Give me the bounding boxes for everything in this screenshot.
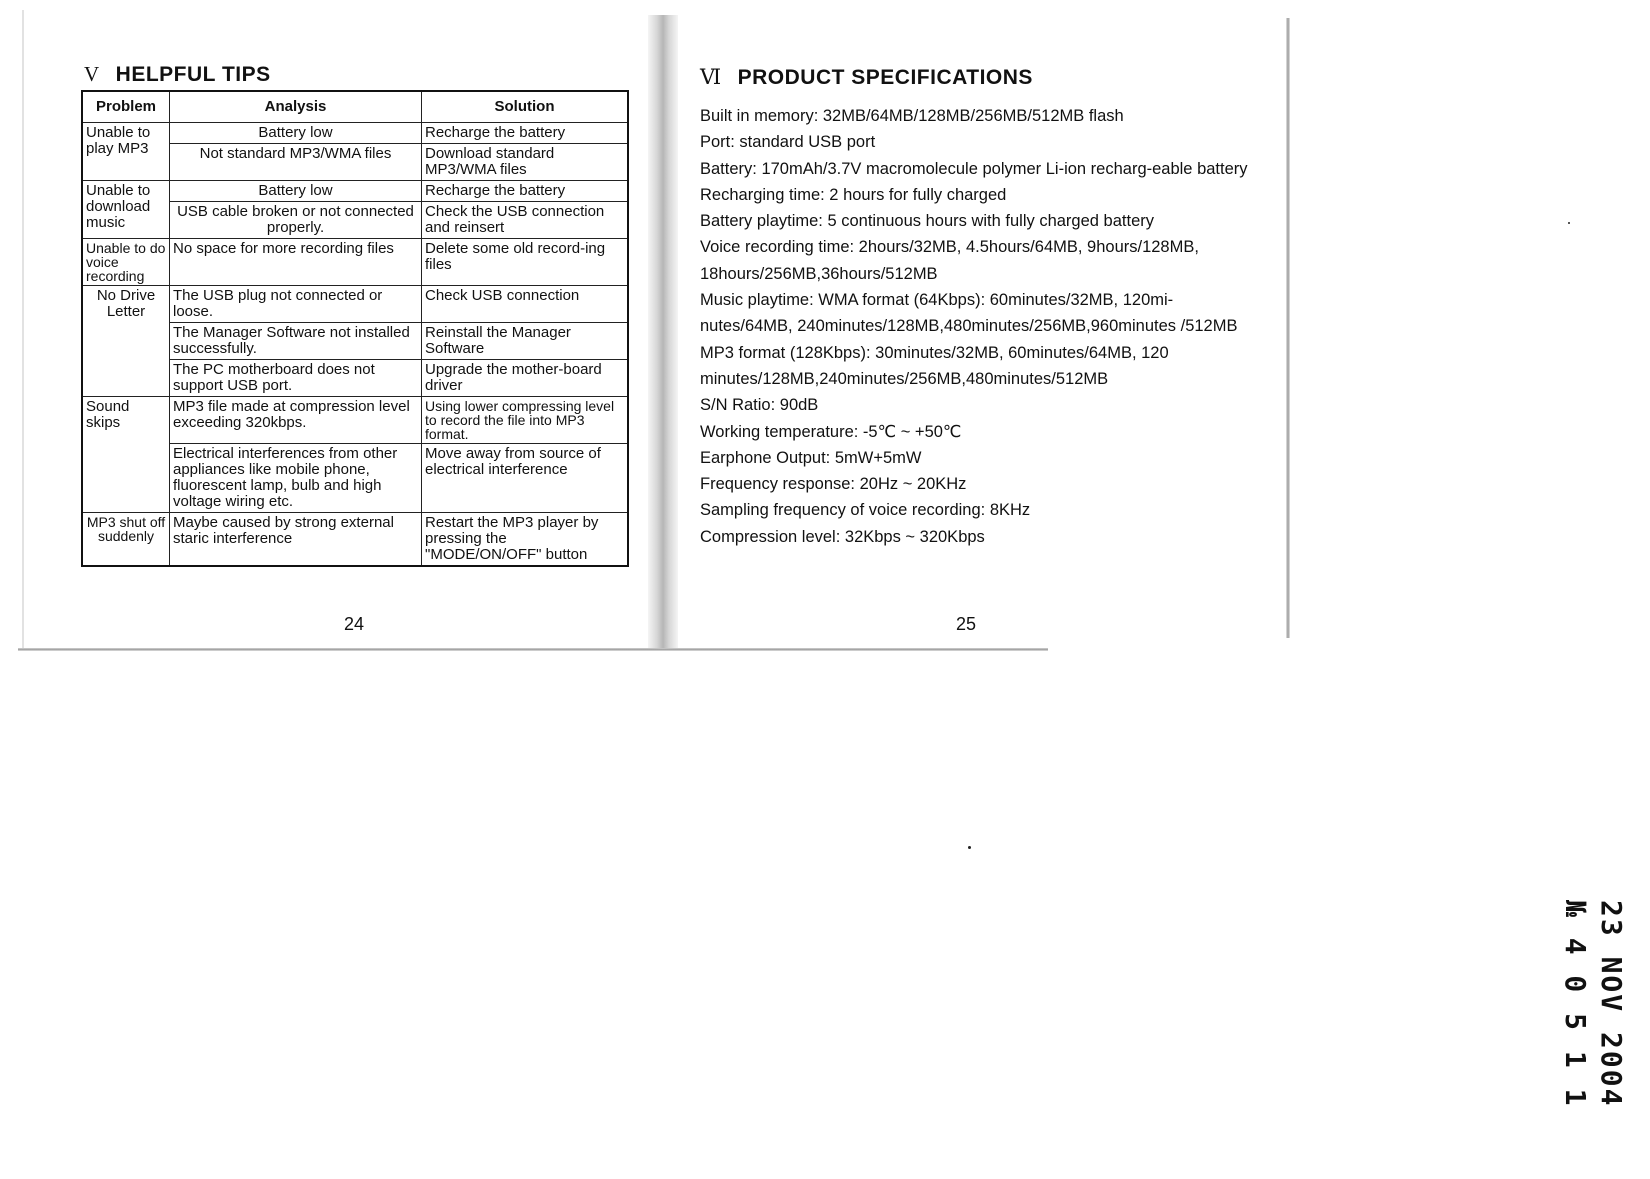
table-row (82, 181, 628, 202)
spec-item: Compression level: 32Kbps ~ 320Kbps (700, 527, 985, 546)
analysis-cell: USB cable broken or not connected properly. (170, 202, 422, 239)
spec-item: Recharging time: 2 hours for fully charged (700, 185, 1007, 204)
section-title: PRODUCT SPECIFICATIONS (737, 66, 1033, 89)
spec-item: Built in memory: 32MB/64MB/128MB/256MB/512MB flash (700, 107, 1124, 125)
analysis-cell: The Manager Software not installed successfully. (170, 323, 422, 360)
table-row (82, 123, 628, 144)
spec-item: Battery: 170mAh/3.7V macromolecule polymer Li-ion recharg-eable battery (700, 159, 1248, 178)
specifications-list (700, 103, 1260, 550)
spec-item: Music playtime: WMA format (64Kbps): 60minutes/32MB, 120mi-nutes/64MB, 240minutes/128MB,480minutes/256MB,960minutes /512MB (700, 291, 1238, 336)
product-specifications-heading (700, 65, 1033, 90)
solution-cell: Delete some old record-ing files (422, 239, 629, 286)
analysis-cell: Battery low (170, 181, 422, 202)
problem-cell: MP3 shut off suddenly (82, 513, 170, 567)
page-number: 24 (344, 614, 365, 634)
table-row (82, 397, 628, 444)
analysis-cell: Maybe caused by strong external staric interference (170, 513, 422, 567)
solution-cell: Reinstall the Manager Software (422, 323, 629, 360)
analysis-cell: Not standard MP3/WMA files (170, 144, 422, 181)
analysis-cell: MP3 file made at compression level exceeding 320kbps. (170, 397, 422, 444)
header-solution: Solution (422, 91, 629, 123)
header-problem: Problem (82, 91, 170, 123)
spec-item: Frequency response: 20Hz ~ 20KHz (700, 475, 967, 494)
spec-item: Battery playtime: 5 continuous hours with fully charged battery (700, 212, 1154, 231)
section-numeral: Ⅵ (700, 65, 722, 89)
spec-item: Sampling frequency of voice recording: 8KHz (700, 501, 1031, 520)
solution-cell: Check USB connection (422, 286, 629, 323)
section-title: HELPFUL TIPS (115, 63, 271, 86)
solution-cell: Check the USB connection and reinsert (422, 202, 629, 239)
problem-cell: No Drive Letter (82, 286, 170, 397)
solution-cell: Using lower compressing level to record the file into MP3 format. (422, 397, 629, 444)
date-stamp (1556, 900, 1630, 1108)
table-header-row (82, 91, 628, 123)
table-row (82, 286, 628, 323)
scan-speck (1568, 222, 1570, 224)
solution-cell: Recharge the battery (422, 181, 629, 202)
analysis-cell: The USB plug not connected or loose. (170, 286, 422, 323)
stamp-date: 23 NOV 2004 (1595, 900, 1628, 1108)
analysis-cell: Electrical interferences from other appliances like mobile phone, fluorescent lamp, bulb and high voltage wiring etc. (170, 444, 422, 513)
problem-cell: Sound skips (82, 397, 170, 513)
scan-speck (968, 846, 971, 849)
solution-cell: Download standard MP3/WMA files (422, 144, 629, 181)
spec-item: S/N Ratio: 90dB (700, 396, 819, 415)
solution-cell: Move away from source of electrical interference (422, 444, 629, 513)
analysis-cell: Battery low (170, 123, 422, 144)
table-row (82, 239, 628, 286)
solution-cell: Upgrade the mother-board driver (422, 360, 629, 397)
problem-cell: Unable to download music (82, 181, 170, 239)
header-analysis: Analysis (170, 91, 422, 123)
spec-item: Port: standard USB port (700, 133, 876, 152)
left-page (0, 0, 655, 650)
problem-cell: Unable to play MP3 (82, 123, 170, 181)
stamp-number: № 4 0 5 1 1 (1559, 900, 1592, 1108)
solution-cell: Recharge the battery (422, 123, 629, 144)
helpful-tips-heading (84, 62, 271, 87)
section-numeral: V (84, 62, 100, 86)
analysis-cell: The PC motherboard does not support USB port. (170, 360, 422, 397)
page-number: 25 (956, 614, 977, 634)
solution-cell: Restart the MP3 player by pressing the "MODE/ON/OFF" button (422, 513, 629, 567)
problem-cell: Unable to do voice recording (82, 239, 170, 286)
helpful-tips-table (81, 90, 629, 567)
spec-item: Working temperature: -5℃ ~ +50℃ (700, 422, 962, 441)
analysis-cell: No space for more recording files (170, 239, 422, 286)
spec-item: Voice recording time: 2hours/32MB, 4.5hours/64MB, 9hours/128MB, 18hours/256MB,36hours/512MB (700, 238, 1199, 283)
spec-item: MP3 format (128Kbps): 30minutes/32MB, 60minutes/64MB, 120 minutes/128MB,240minutes/256MB,480minutes/512MB (700, 343, 1169, 388)
spec-item: Earphone Output: 5mW+5mW (700, 448, 922, 467)
table-row (82, 513, 628, 567)
